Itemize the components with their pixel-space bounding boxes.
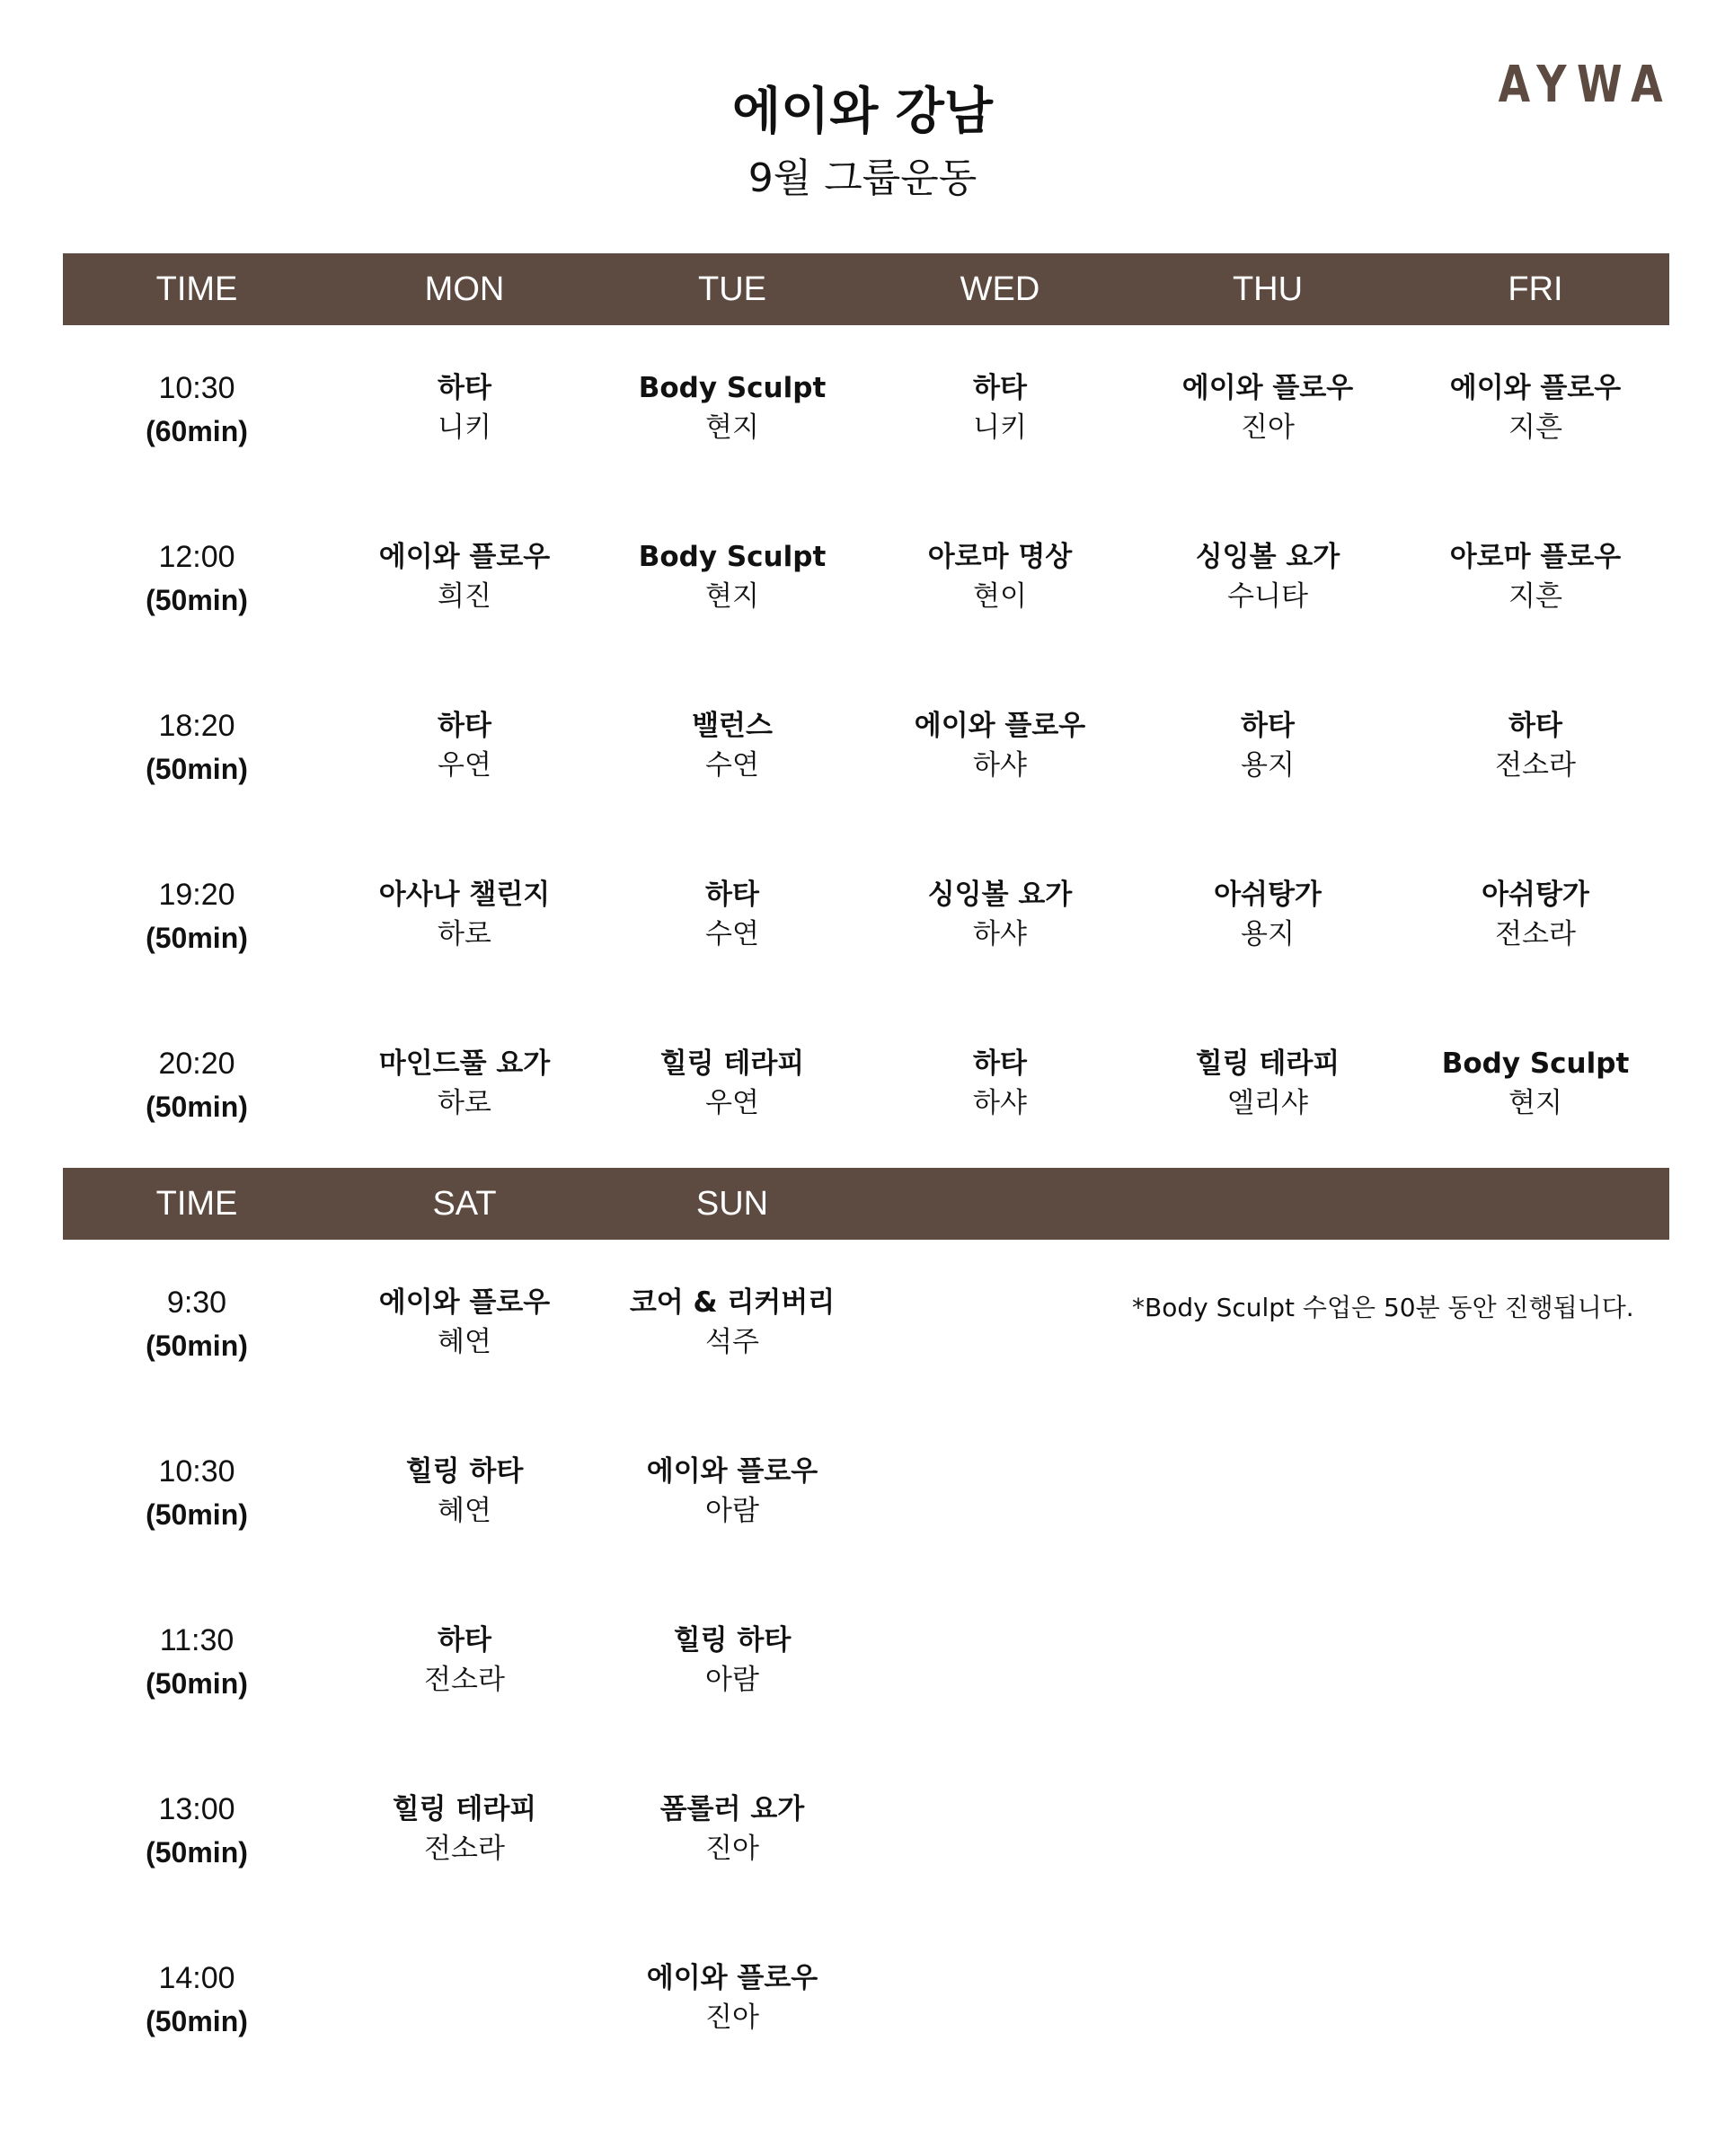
time-slot [63, 1281, 331, 1367]
column-header-wed: WED [960, 270, 1040, 308]
class-cell [598, 1283, 866, 1362]
teacher-name: 전소라 [424, 1664, 505, 1696]
class-cell [1402, 706, 1669, 785]
class-cell [331, 875, 598, 954]
class-name: 아로마 명상 [927, 541, 1073, 573]
time-label: 13:00 [158, 1792, 235, 1826]
time-label: 20:20 [158, 1047, 235, 1081]
class-cell [1402, 368, 1669, 447]
duration-label: (50min) [146, 1836, 248, 1869]
time-label: 9:30 [166, 1286, 227, 1320]
class-name: 힐링 하타 [673, 1624, 792, 1657]
class-cell [331, 1789, 598, 1869]
time-label: 10:30 [158, 371, 235, 405]
teacher-name: 전소라 [424, 1833, 505, 1865]
class-name: 하타 [438, 710, 491, 742]
weekend-header-bar [63, 1168, 1669, 1240]
duration-label: (50min) [146, 584, 248, 616]
body-sculpt-note: *Body Sculpt 수업은 50분 동안 진행됩니다. [1132, 1293, 1634, 1322]
teacher-name: 전소라 [1495, 918, 1576, 950]
time-slot [63, 1788, 331, 1874]
time-slot [63, 873, 331, 959]
page-title: 에이와 강남 [732, 83, 993, 141]
class-cell [598, 368, 866, 447]
teacher-name: 우연 [438, 749, 491, 782]
duration-label: (50min) [146, 1091, 248, 1123]
duration-label: (50min) [146, 2005, 248, 2037]
teacher-name: 하샤 [973, 918, 1027, 950]
class-name: 힐링 테라피 [1195, 1047, 1340, 1080]
teacher-name: 하로 [438, 1087, 491, 1119]
duration-label: (50min) [146, 922, 248, 954]
class-cell [866, 537, 1134, 616]
teacher-name: 하샤 [973, 749, 1027, 782]
class-cell [331, 706, 598, 785]
class-name: 하타 [1241, 710, 1295, 742]
teacher-name: 아람 [705, 1495, 759, 1527]
class-cell [598, 706, 866, 785]
teacher-name: 니키 [973, 411, 1027, 444]
time-slot [63, 704, 331, 791]
class-name: Body Sculpt [638, 541, 827, 573]
class-name: 코어 & 리커버리 [629, 1286, 836, 1319]
column-header-tue: TUE [698, 270, 766, 308]
teacher-name: 용지 [1241, 749, 1295, 782]
class-cell [1134, 368, 1402, 447]
teacher-name: 우연 [705, 1087, 759, 1119]
teacher-name: 현지 [1508, 1087, 1562, 1119]
time-slot [63, 1450, 331, 1536]
teacher-name: 하샤 [973, 1087, 1027, 1119]
class-name: 아쉬탕가 [1482, 879, 1589, 911]
class-name: 하타 [1508, 710, 1562, 742]
class-name: 에이와 플로우 [1181, 372, 1354, 404]
class-cell [866, 706, 1134, 785]
teacher-name: 하로 [438, 918, 491, 950]
time-slot [63, 1042, 331, 1128]
teacher-name: 희진 [438, 580, 491, 613]
class-name: 힐링 테라피 [392, 1793, 537, 1825]
class-cell [598, 875, 866, 954]
teacher-name: 지흔 [1508, 411, 1562, 444]
column-header-sat: SAT [432, 1185, 497, 1223]
time-label: 10:30 [158, 1454, 235, 1489]
time-slot [63, 535, 331, 622]
class-name: 싱잉볼 요가 [1195, 541, 1340, 573]
teacher-name: 현지 [705, 580, 759, 613]
time-slot [63, 1957, 331, 2043]
class-cell [866, 368, 1134, 447]
class-name: 하타 [438, 1624, 491, 1657]
page-subtitle: 9월 그룹운동 [748, 155, 978, 201]
class-name: 에이와 플로우 [646, 1962, 818, 1994]
teacher-name: 수연 [705, 918, 759, 950]
class-name: Body Sculpt [1441, 1047, 1630, 1080]
class-cell [331, 1452, 598, 1531]
class-name: 아로마 플로우 [1449, 541, 1622, 573]
class-name: 힐링 테라피 [659, 1047, 805, 1080]
teacher-name: 수연 [705, 749, 759, 782]
class-name: 싱잉볼 요가 [927, 879, 1073, 911]
class-name: 에이와 플로우 [378, 1286, 551, 1319]
time-slot [63, 367, 331, 453]
class-cell [866, 875, 1134, 954]
class-name: 아쉬탕가 [1214, 879, 1322, 911]
class-cell [1134, 875, 1402, 954]
class-cell [598, 537, 866, 616]
class-name: 하타 [973, 372, 1027, 404]
time-slot [63, 1619, 331, 1705]
column-header-thu: THU [1232, 270, 1304, 308]
class-name: Body Sculpt [638, 372, 827, 404]
teacher-name: 혜연 [438, 1326, 491, 1358]
class-cell [1402, 537, 1669, 616]
teacher-name: 진아 [1241, 411, 1295, 444]
time-label: 12:00 [158, 540, 235, 574]
class-name: 밸런스 [692, 710, 773, 742]
teacher-name: 용지 [1241, 918, 1295, 950]
teacher-name: 혜연 [438, 1495, 491, 1527]
teacher-name: 수니타 [1227, 580, 1308, 613]
class-cell [598, 1789, 866, 1869]
time-label: 19:20 [158, 878, 235, 912]
class-cell [1134, 1044, 1402, 1123]
teacher-name: 현이 [973, 580, 1027, 613]
teacher-name: 현지 [705, 411, 759, 444]
class-cell [598, 1958, 866, 2037]
duration-label: (50min) [146, 1498, 248, 1531]
class-cell [866, 1044, 1134, 1123]
class-cell [331, 1044, 598, 1123]
column-header-sun: SUN [695, 1185, 769, 1223]
column-header-time: TIME [155, 1185, 238, 1223]
column-header-time: TIME [155, 270, 238, 308]
class-name: 아사나 챌린지 [378, 879, 551, 911]
class-cell [598, 1621, 866, 1700]
column-header-fri: FRI [1508, 270, 1563, 308]
time-label: 11:30 [159, 1623, 234, 1657]
duration-label: (50min) [146, 753, 248, 785]
class-name: 하타 [705, 879, 759, 911]
class-name: 하타 [973, 1047, 1027, 1080]
duration-label: (60min) [146, 415, 248, 447]
teacher-name: 전소라 [1495, 749, 1576, 782]
class-cell [331, 537, 598, 616]
class-cell [1134, 706, 1402, 785]
class-name: 에이와 플로우 [646, 1455, 818, 1488]
weekday-header-bar [63, 253, 1669, 325]
class-cell [331, 1621, 598, 1700]
teacher-name: 석주 [705, 1326, 759, 1358]
class-name: 에이와 플로우 [378, 541, 551, 573]
class-cell [1402, 875, 1669, 954]
teacher-name: 진아 [705, 2001, 759, 2034]
class-name: 에이와 플로우 [914, 710, 1086, 742]
class-cell [598, 1044, 866, 1123]
time-label: 14:00 [158, 1961, 235, 1995]
class-name: 마인드풀 요가 [378, 1047, 551, 1080]
teacher-name: 지흔 [1508, 580, 1562, 613]
class-name: 힐링 하타 [405, 1455, 524, 1488]
class-cell [1134, 537, 1402, 616]
column-header-mon: MON [424, 270, 505, 308]
time-label: 18:20 [158, 709, 235, 743]
class-cell [331, 368, 598, 447]
duration-label: (50min) [146, 1330, 248, 1362]
class-name: 폼롤러 요가 [659, 1793, 805, 1825]
class-name: 하타 [438, 372, 491, 404]
aywa-logo: AYWA [1498, 56, 1673, 114]
teacher-name: 진아 [705, 1833, 759, 1865]
duration-label: (50min) [146, 1667, 248, 1700]
teacher-name: 엘리샤 [1227, 1087, 1308, 1119]
teacher-name: 니키 [438, 411, 491, 444]
class-cell [331, 1283, 598, 1362]
teacher-name: 아람 [705, 1664, 759, 1696]
class-cell [1402, 1044, 1669, 1123]
class-cell [598, 1452, 866, 1531]
class-name: 에이와 플로우 [1449, 372, 1622, 404]
